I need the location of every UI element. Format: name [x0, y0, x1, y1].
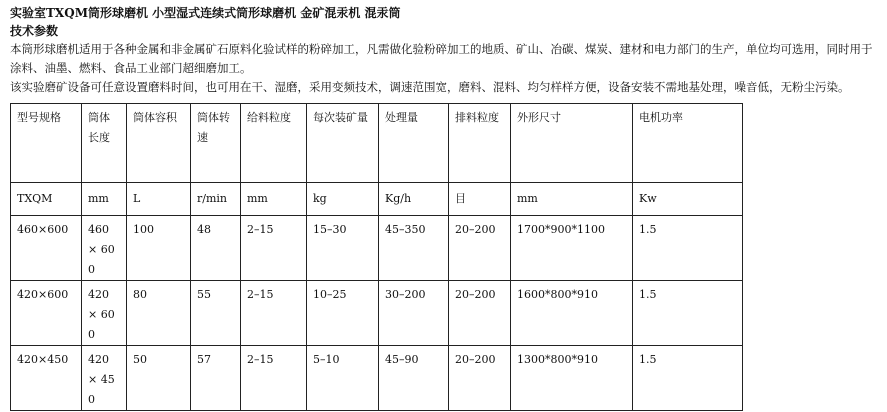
table-cell: 460×600	[11, 216, 82, 281]
table-cell: 57	[191, 346, 241, 411]
unit-cell: L	[127, 183, 191, 216]
unit-cell: mm	[82, 183, 127, 216]
table-row	[11, 216, 743, 281]
table-cell: 1.5	[633, 216, 743, 281]
description-paragraph-2: 该实验磨矿设备可任意设置磨料时间，也可用在干、湿磨，采用变频技术，调速范围宽，磨料、混料、均匀样样方便，设备安装不需地基处理，噪音低，无粉尘污染。	[10, 80, 850, 94]
table-cell: 1600*800*910	[511, 281, 633, 346]
unit-cell: mm	[511, 183, 633, 216]
unit-cell: TXQM	[11, 183, 82, 216]
table-cell: 1300*800*910	[511, 346, 633, 411]
table-unit-row	[11, 183, 743, 216]
table-cell: 48	[191, 216, 241, 281]
table-cell: 45–350	[379, 216, 449, 281]
table-cell: 2–15	[241, 346, 307, 411]
table-cell: 2–15	[241, 216, 307, 281]
table-header-row	[11, 104, 743, 183]
header-cell: 排料粒度	[449, 104, 511, 183]
description-paragraph-1: 本筒形球磨机适用于各种金属和非金属矿石原料化验试样的粉碎加工，凡需做化验粉碎加工的地质、矿山、冶碳、煤炭、建材和电力部门的生产，单位均可选用，同时用于涂料、油墨、燃料、食品工业部门超细磨加工。	[10, 42, 873, 75]
table-cell: 420×450	[11, 346, 82, 411]
section-heading: 技术参数	[10, 24, 59, 38]
table-cell: 460 × 600	[82, 216, 127, 281]
table-cell: 55	[191, 281, 241, 346]
unit-cell: mm	[241, 183, 307, 216]
table-row	[11, 281, 743, 346]
unit-cell: r/min	[191, 183, 241, 216]
table-cell: 1700*900*1100	[511, 216, 633, 281]
table-cell: 50	[127, 346, 191, 411]
table-cell: 420×600	[11, 281, 82, 346]
table-cell: 20–200	[449, 216, 511, 281]
unit-cell: Kg/h	[379, 183, 449, 216]
header-cell: 电机功率	[633, 104, 743, 183]
table-cell: 2–15	[241, 281, 307, 346]
table-cell: 420 × 600	[82, 281, 127, 346]
header-cell: 型号规格	[11, 104, 82, 183]
table-cell: 420 × 450	[82, 346, 127, 411]
table-cell: 100	[127, 216, 191, 281]
header-cell: 给料粒度	[241, 104, 307, 183]
table-cell: 15–30	[307, 216, 379, 281]
header-cell: 外形尺寸	[511, 104, 633, 183]
table-cell: 20–200	[449, 281, 511, 346]
header-cell: 筒体转速	[191, 104, 241, 183]
unit-cell: Kw	[633, 183, 743, 216]
header-cell: 处理量	[379, 104, 449, 183]
table-cell: 20–200	[449, 346, 511, 411]
unit-cell: 目	[449, 183, 511, 216]
table-cell: 45–90	[379, 346, 449, 411]
table-cell: 5–10	[307, 346, 379, 411]
unit-cell: kg	[307, 183, 379, 216]
table-cell: 80	[127, 281, 191, 346]
table-cell: 30–200	[379, 281, 449, 346]
header-cell: 筒体容积	[127, 104, 191, 183]
header-cell: 每次装矿量	[307, 104, 379, 183]
table-row	[11, 346, 743, 411]
page-title: 实验室TXQM筒形球磨机 小型湿式连续式筒形球磨机 金矿混汞机 混汞筒	[10, 6, 401, 20]
table-cell: 1.5	[633, 346, 743, 411]
table-cell: 1.5	[633, 281, 743, 346]
table-cell: 10–25	[307, 281, 379, 346]
spec-table	[10, 103, 743, 411]
header-cell: 筒体长度	[82, 104, 127, 183]
